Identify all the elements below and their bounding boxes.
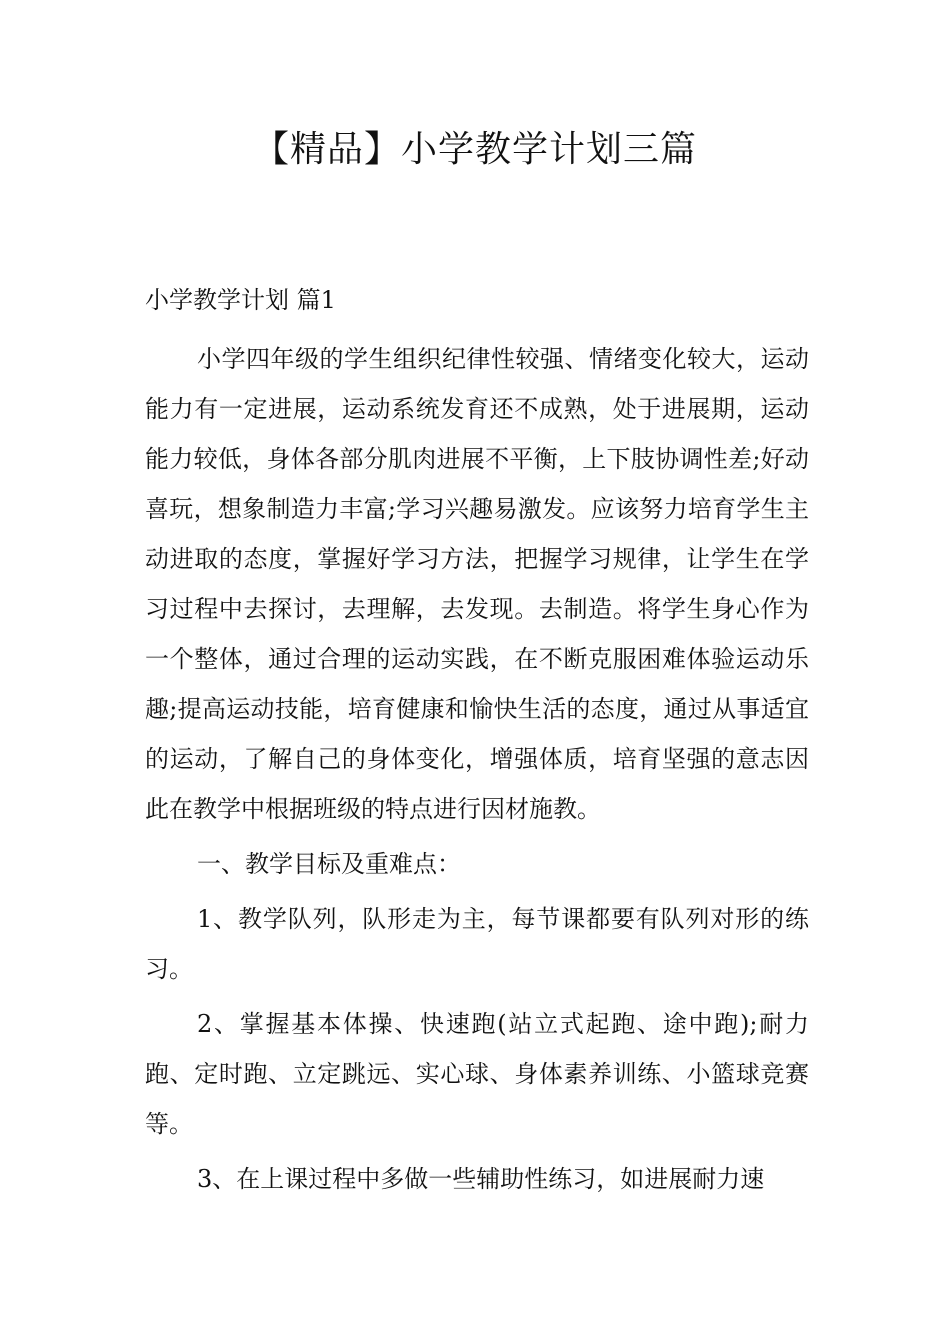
document-title: 【精品】小学教学计划三篇 <box>252 129 697 170</box>
paragraph-intro: 小学四年级的学生组织纪律性较强、情绪变化较大，运动能力有一定进展，运动系统发育还不成熟，处于进展期，运动能力较低，身体各部分肌肉进展不平衡，上下肢协调性差;好动喜玩，想象制造力丰富;学习兴趣易激发。应该努力培育学生主动进取的态度，掌握好学习方法，把握学习规律，让学生在学习过程中去探讨，去理解，去发现。去制造。将学生身心作为一个整体，通过合理的运动实践，在不断克服困难体验运动乐趣;提高运动技能，培育健康和愉快生活的态度，通过从事适宜的运动，了解自己的身体变化，增强体质，培育坚强的意志因此在教学中根据班级的特点进行因材施教。 <box>145 345 809 823</box>
document-body <box>145 282 809 1204</box>
paragraph-objectives-heading: 一、教学目标及重难点： <box>197 850 461 878</box>
section-heading: 小学教学计划 篇1 <box>145 286 336 314</box>
paragraph-item-3: 3、在上课过程中多做一些辅助性练习，如进展耐力速 <box>197 1165 765 1193</box>
paragraph-item-1: 1、教学队列，队形走为主，每节课都要有队列对形的练习。 <box>145 905 809 983</box>
paragraph-item-2: 2、掌握基本体操、快速跑(站立式起跑、途中跑);耐力跑、定时跑、立定跳远、实心球、身体素养训练、小篮球竞赛等。 <box>145 1010 809 1138</box>
